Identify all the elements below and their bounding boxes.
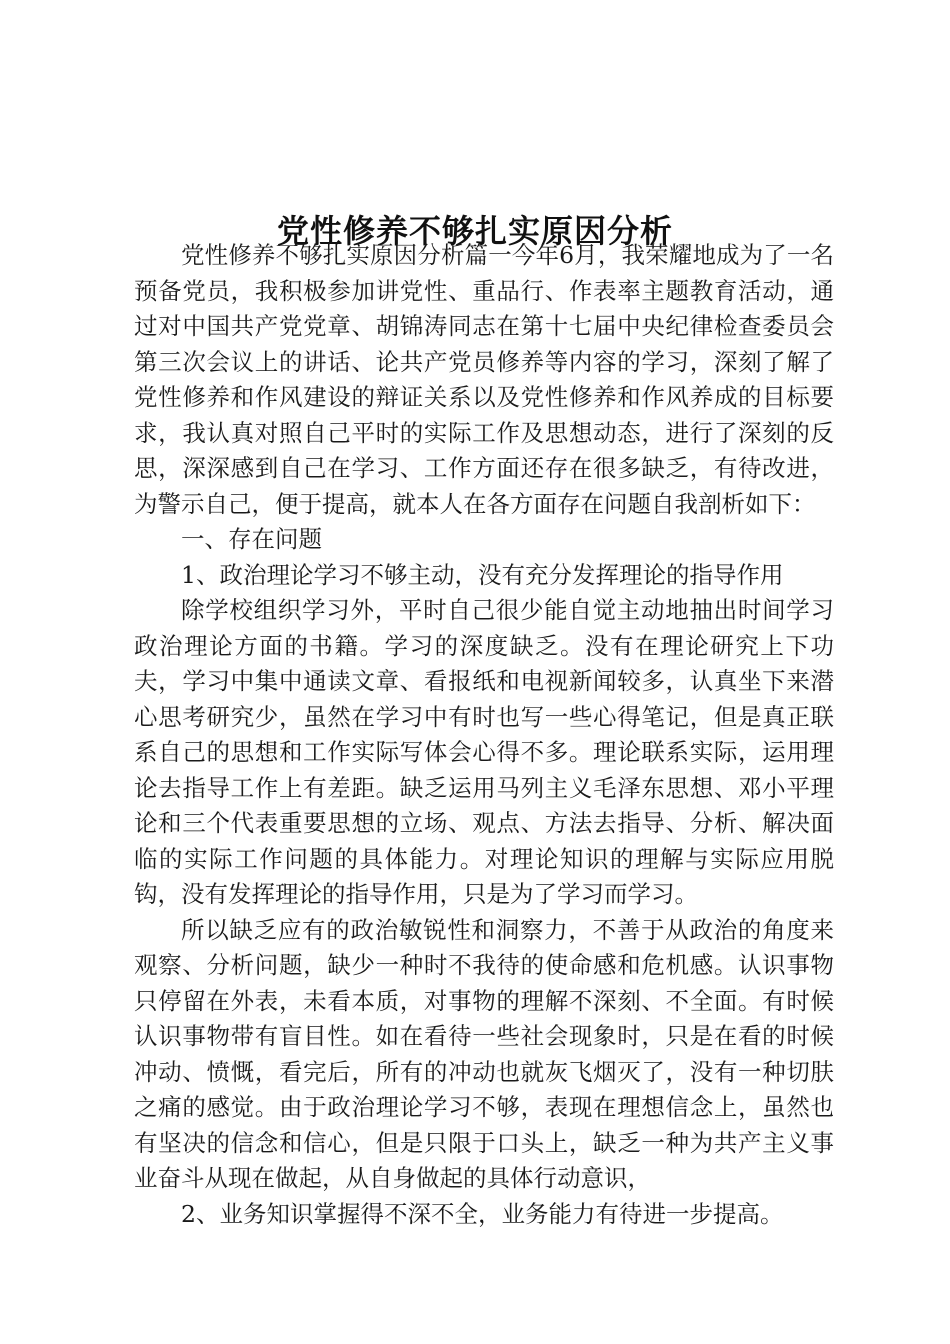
paragraph-intro: 党性修养不够扎实原因分析篇一今年6月，我荣耀地成为了一名预备党员，我积极参加讲党性、重品行、作表率主题教育活动，通过对中国共产党党章、胡锦涛同志在第十七届中央纪律检查委员会第三次会议上的讲话、论共产党员修养等内容的学习，深刻了解了党性修养和作风建设的辩证关系以及党性修养和作风养成的目标要求，我认真对照自己平时的实际工作及思想动态，进行了深刻的反思，深深感到自己在学习、工作方面还存在很多缺乏，有待改进，为警示自己，便于提高，就本人在各方面存在问题自我剖析如下： [134,241,834,518]
subheading-business-knowledge: 2、业务知识掌握得不深不全，业务能力有待进一步提高。 [181,1199,784,1228]
section-heading-problems: 一、存在问题 [181,525,322,553]
document-body [134,238,834,1232]
paragraph-political-sensitivity: 所以缺乏应有的政治敏锐性和洞察力，不善于从政治的角度来观察、分析问题，缺少一种时不我待的使命感和危机感。认识事物只停留在外表，未看本质，对事物的理解不深刻、不全面。有时候认识事物带有盲目性。如在看待一些社会现象时，只是在看的时候冲动、愤慨，看完后，所有的冲动也就灰飞烟灭了，没有一种切肤之痛的感觉。由于政治理论学习不够，表现在理想信念上，虽然也有坚决的信念和信心，但是只限于口头上，缺乏一种为共产主义事业奋斗从现在做起，从自身做起的具体行动意识， [134,915,834,1192]
subheading-theory-study: 1、政治理论学习不够主动，没有充分发挥理论的指导作用 [181,560,784,589]
paragraph-theory-study: 除学校组织学习外，平时自己很少能自觉主动地抽出时间学习政治理论方面的书籍。学习的深度缺乏。没有在理论研究上下功夫，学习中集中通读文章、看报纸和电视新闻较多，认真坐下来潜心思考研究少，虽然在学习中有时也写一些心得笔记，但是真正联系自己的思想和工作实际写体会心得不多。理论联系实际，运用理论去指导工作上有差距。缺乏运用马列主义毛泽东思想、邓小平理论和三个代表重要思想的立场、观点、方法去指导、分析、解决面临的实际工作问题的具体能力。对理论知识的理解与实际应用脱钩，没有发挥理论的指导作用，只是为了学习而学习。 [134,596,834,908]
document-title: 党性修养不够扎实原因分析 [276,212,673,251]
